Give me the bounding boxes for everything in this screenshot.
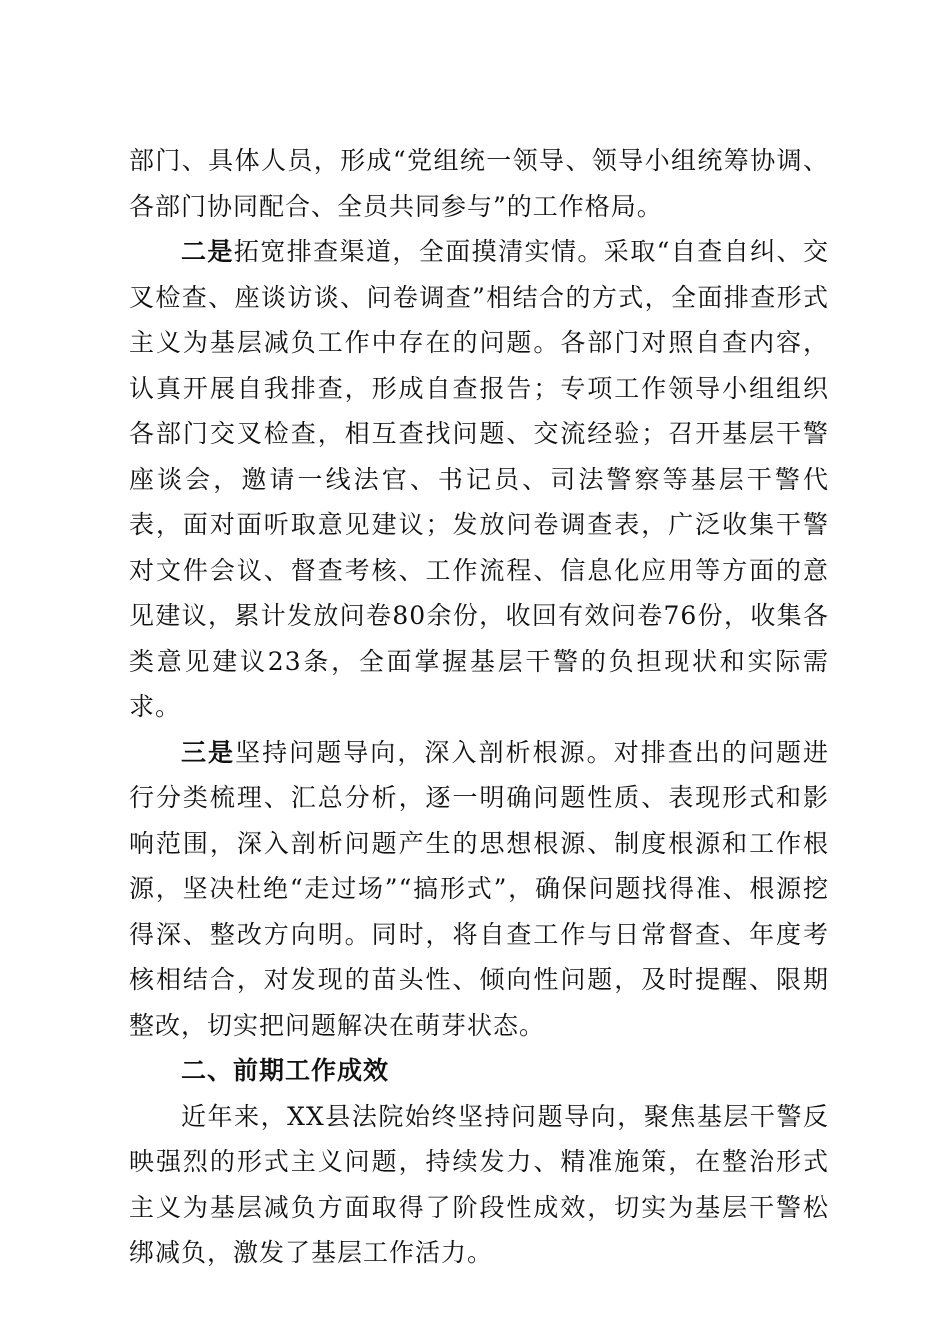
document-body <box>129 138 829 1276</box>
paragraph-item-two <box>129 229 829 730</box>
paragraph-lead-three: 三是 <box>181 737 236 767</box>
paragraph-text-two: 拓宽排查渠道，全面摸清实情。采取“自查自纠、交叉检查、座谈访谈、问卷调查”相结合的方式，全面排查形式主义为基层减负工作中存在的问题。各部门对照自查内容，认真开展自我排查，形成自查报告；专项工作领导小组组织各部门交叉检查，相互查找问题、交流经验；召开基层干警座谈会，邀请一线法官、书记员、司法警察等基层干警代表，面对面听取意见建议；发放问卷调查表，广泛收集干警对文件会议、督查考核、工作流程、信息化应用等方面的意见建议，累计发放问卷80余份，收回有效问卷76份，收集各类意见建议23条，全面掌握基层干警的负担现状和实际需求。 <box>129 237 829 721</box>
closing-paragraph: 近年来，XX县法院始终坚持问题导向，聚焦基层干警反映强烈的形式主义问题，持续发力、精准施策，在整治形式主义为基层减负方面取得了阶段性成效，切实为基层干警松绑减负，激发了基层工作活力。 <box>129 1101 829 1267</box>
continued-paragraph-text: 部门、具体人员，形成“党组统一领导、领导小组统筹协调、各部门协同配合、全员共同参与”的工作格局。 <box>129 146 829 221</box>
paragraph-item-three <box>129 730 829 1049</box>
continued-paragraph <box>129 138 829 229</box>
paragraph-text-three: 坚持问题导向，深入剖析根源。对排查出的问题进行分类梳理、汇总分析，逐一明确问题性质、表现形式和影响范围，深入剖析问题产生的思想根源、制度根源和工作根源，坚决杜绝“走过场”“搞形式”，确保问题找得准、根源挖得深、整改方向明。同时，将自查工作与日常督查、年度考核相结合，对发现的苗头性、倾向性问题，及时提醒、限期整改，切实把问题解决在萌芽状态。 <box>129 737 829 1040</box>
paragraph-lead-two: 二是 <box>181 237 234 266</box>
section-heading: 二、前期工作成效 <box>181 1056 390 1085</box>
